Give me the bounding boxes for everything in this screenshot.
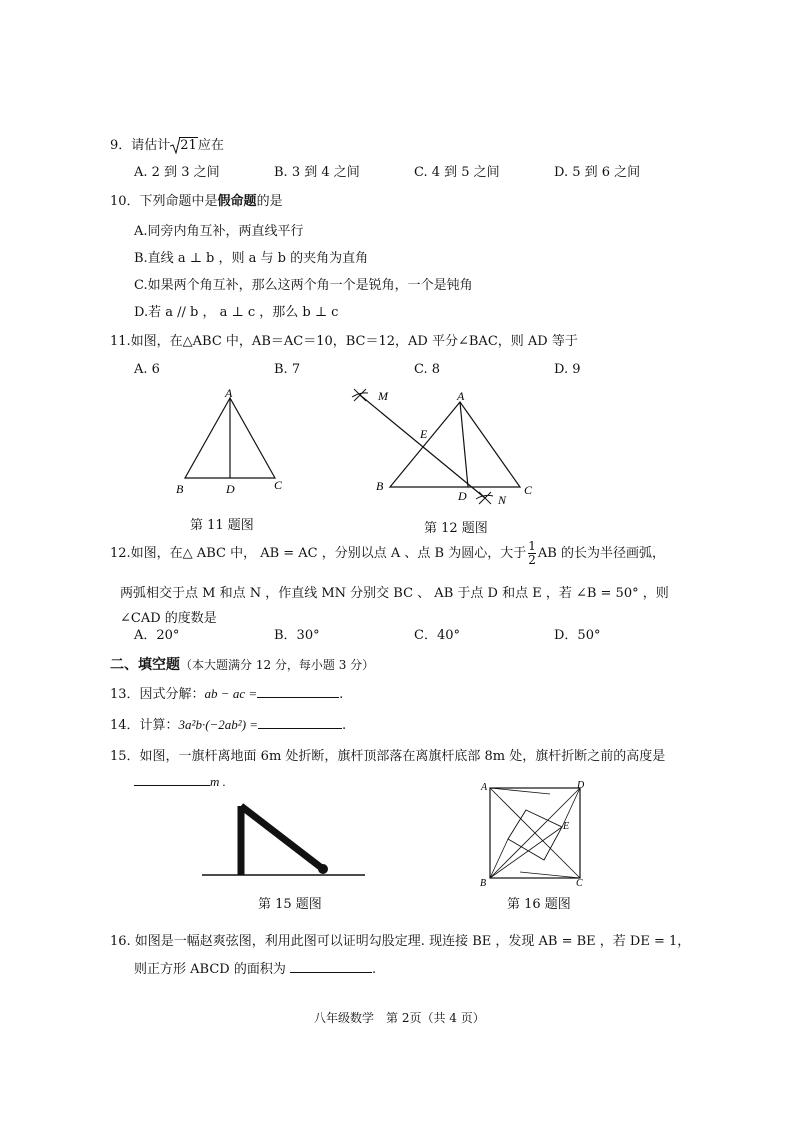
q10-option-c: C.如果两个角互补，那么这两个角一个是锐角，一个是钝角 xyxy=(134,278,473,293)
inner-square xyxy=(508,810,562,860)
label-a-12: A xyxy=(457,389,465,403)
fig16-caption: 第 16 题图 xyxy=(507,897,571,912)
label-a: A xyxy=(225,386,233,400)
strut-4 xyxy=(490,839,508,878)
q11-option-a: A. 6 xyxy=(134,362,160,377)
q10-stem xyxy=(110,190,283,209)
q9-option-c: C. 4 到 5 之间 xyxy=(414,165,500,180)
q12-line3: ∠CAD 的度数是 xyxy=(120,611,217,626)
q13-answer-blank[interactable] xyxy=(257,685,339,698)
q13-prefix: 13．因式分解： xyxy=(110,687,205,702)
q14-end: . xyxy=(342,718,347,733)
radical-sign-icon xyxy=(170,136,180,154)
figure-15 xyxy=(200,798,370,882)
q13-expression: ab − ac = xyxy=(204,686,258,701)
label-e: E xyxy=(420,427,428,441)
flagpole-broken xyxy=(241,806,323,869)
section-2-heading xyxy=(110,654,374,674)
section-2-title: 二、填空题 xyxy=(110,657,180,673)
q16-line1: 16. 如图是一幅赵爽弦图，利用此图可以证明勾股定理. 现连接 BE ，发现 AB = BE ，若 DE = 1， xyxy=(110,934,691,949)
fraction-one-half xyxy=(528,540,536,567)
q12-option-a: A．20° xyxy=(134,628,180,643)
q9-suffix: 应在 xyxy=(197,138,224,153)
q14 xyxy=(110,714,346,733)
figure-16 xyxy=(476,778,591,888)
label-a-16: A xyxy=(481,782,488,793)
q16-line2 xyxy=(134,958,376,977)
q10-suffix: 的是 xyxy=(256,194,283,209)
q16-line2-text: 则正方形 ABCD 的面积为 xyxy=(134,962,286,977)
label-d: D xyxy=(226,482,235,496)
frac-denominator: 2 xyxy=(528,553,536,567)
q10-emphasis: 假命题 xyxy=(217,194,257,209)
q12-option-b: B．30° xyxy=(274,628,320,643)
figure-12 xyxy=(340,380,550,510)
q13-end: . xyxy=(339,687,344,702)
q12-line1-b: AB 的长为半径画弧， xyxy=(537,546,665,561)
q11-option-b: B. 7 xyxy=(274,362,301,377)
segment-ad-12 xyxy=(460,402,468,487)
sqrt-symbol xyxy=(170,138,198,153)
flagpole-top xyxy=(318,864,328,874)
q16-end: . xyxy=(371,962,377,977)
q12-line1-a: 12.如图，在△ ABC 中， AB = AC ，分别以点 A 、点 B 为圆心，大于 xyxy=(110,546,527,561)
triangle-abc-12 xyxy=(390,402,520,487)
frac-numerator: 1 xyxy=(528,539,536,553)
q15-line2 xyxy=(134,773,226,790)
label-b: B xyxy=(176,482,184,496)
q9-stem xyxy=(110,134,224,153)
q15-line1: 15．如图，一旗杆离地面 6m 处折断，旗杆顶部落在离旗杆底部 8m 处，旗杆折断之前的高度是 xyxy=(110,749,666,764)
label-m: M xyxy=(378,389,388,403)
q9-prefix: 9．请估计 xyxy=(110,138,171,153)
q9-option-b: B. 3 到 4 之间 xyxy=(274,165,360,180)
q12-line1 xyxy=(110,540,665,567)
q9-radicand: 21 xyxy=(180,138,197,153)
label-d-12: D xyxy=(458,489,467,503)
q14-prefix: 14．计算： xyxy=(110,718,179,733)
label-n: N xyxy=(498,493,507,507)
section-2-note: （本大题满分 12 分，每小题 3 分） xyxy=(180,658,375,672)
q11-option-c: C. 8 xyxy=(414,362,441,377)
q11-stem: 11.如图，在△ABC 中，AB＝AC＝10，BC＝12，AD 平分∠BAC，则 AD 等于 xyxy=(110,334,578,349)
q14-answer-blank[interactable] xyxy=(258,716,342,729)
label-b-12: B xyxy=(376,479,384,493)
label-c-16: C xyxy=(576,878,583,888)
q9-option-d: D. 5 到 6 之间 xyxy=(554,165,641,180)
q14-expression: 3a²b·(−2ab²) = xyxy=(178,717,259,732)
q16-answer-blank[interactable] xyxy=(290,960,372,973)
page-footer: 八年级数学 第 2页（共 4 页） xyxy=(314,1011,485,1025)
q13 xyxy=(110,683,343,702)
q12-option-d: D．50° xyxy=(554,628,601,643)
q12-line2: 两弧相交于点 M 和点 N ，作直线 MN 分别交 BC 、 AB 于点 D 和点 E ，若 ∠B = 50° ，则 xyxy=(120,586,669,601)
strut-3 xyxy=(520,872,580,878)
label-b-16: B xyxy=(480,878,487,888)
fig12-caption: 第 12 题图 xyxy=(424,521,488,536)
q10-option-d: D.若 a // b ， a ⊥ c ，那么 b ⊥ c xyxy=(134,305,339,320)
label-e-16: E xyxy=(563,821,570,832)
label-c-12: C xyxy=(524,483,533,497)
figure-11 xyxy=(170,383,300,498)
segment-be xyxy=(490,827,562,878)
q9-option-a: A. 2 到 3 之间 xyxy=(134,165,220,180)
q10-prefix: 10．下列命题中是 xyxy=(110,194,218,209)
label-d-16: D xyxy=(577,780,585,791)
q15-unit: m . xyxy=(210,774,226,789)
fig11-caption: 第 11 题图 xyxy=(190,518,254,533)
label-c: C xyxy=(274,478,283,492)
fig15-caption: 第 15 题图 xyxy=(258,897,322,912)
arc-mark-n xyxy=(476,492,493,504)
q15-answer-blank[interactable] xyxy=(134,773,210,786)
q10-option-a: A.同旁内角互补，两直线平行 xyxy=(134,224,304,239)
q10-option-b: B.直线 a ⊥ b ，则 a 与 b 的夹角为直角 xyxy=(134,251,369,266)
q11-option-d: D. 9 xyxy=(554,362,581,377)
q12-option-c: C．40° xyxy=(414,628,460,643)
strut-1 xyxy=(490,788,550,794)
